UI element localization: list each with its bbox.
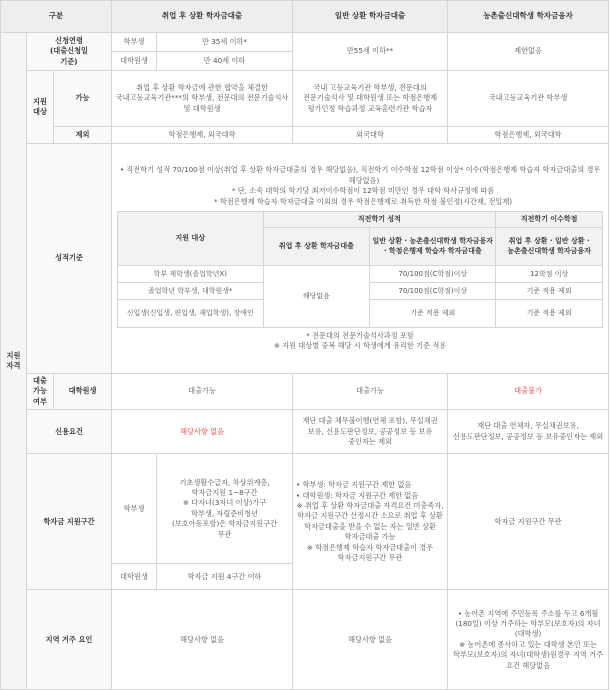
age-col3: 제한없음 [448,33,609,71]
region-label: 지역 거주 요인 [27,590,112,690]
target-exclude-col3: 학점은행제, 외국대학 [448,127,609,144]
criteria-row [1,144,609,374]
criteria-content [112,144,609,374]
age-label: 신청연령 (대출신청일 기준) [27,33,112,71]
period-undergrad-label: 학부생 [112,454,157,564]
period-col3: 학자금 지원구간 무관 [448,454,609,590]
target-possible-col2: 국내 고등교육기관 학부생, 전문대의 전문기술석사 및 대학원생 또는 학점은행제 평가인정 학습과정 교육훈련기관 학습자 [293,71,448,127]
header-col3: 농촌출신대학생 학자금융자 [448,1,609,33]
age-col2: 만55세 이하** [293,33,448,71]
inner-header-col2: 일반 상환 · 농촌출신대학생 학자금융자 · 학점은행제 학습자 학자금대출 [370,227,496,265]
table-row: 신입생(신입생, 편입생, 재입학생), 장애인 기준 적용 제외 기준 적용 제외 [118,299,603,327]
target-possible-col1: 취업 후 상환 학자금에 관한 협약을 체결한 국내고등교육기관***의 학부생, 전문대의 전문기술석사 및 대학원생 [112,71,293,127]
inner-na: 해당없음 [263,265,370,327]
eligibility-label: 지원 자격 [1,33,27,690]
region-row [1,590,609,690]
period-col2: • 학부생: 학자금 지원구간 제한 없음 • 대학원생: 학자금 지원구간 제한 없음 ※ 취업 후 상환 학자금대출 자격요건 미충족자, 학자금 지원구간 산정시간 소요로 취업 후 상환 학자금대출을 받을 수 없는 자는 일반 상환 학자금대출 가능 ※ 학점은행제 학습자 학자금대출이 경우 학자금지원구간 무관 [293,454,448,590]
grad-loan-label: 대출 가능 여부 [27,374,54,410]
grad-loan-sub-label: 대학원생 [54,374,112,410]
period-undergrad-value: 기초생활수급자, 차상위계층, 학자금지원 1~8구간 ※ 다자녀(3자녀 이상)가구 학부생, 자립준비청년 (보호아동포함)은 학자금지원구간 무관 [157,454,293,564]
criteria-note: * 전문대의 전문기술석사과정 포함 [306,330,414,340]
criteria-bullet: • 직전학기 성적 70/100점 이상(취업 후 상환 학자금대출의 경우 해당없음), 직전학기 이수학점 12학점 이상* 이수(학점은행제 학습자 학자금대출의 경우 해당없음) [119,165,601,185]
target-label: 지원 대상 [27,71,54,144]
age-undergrad-value: 만 35세 이하* [157,33,293,52]
target-possible-col3: 국내고등교육기관 학부생 [448,71,609,127]
region-col3: • 농어촌 지역에 주민등록 주소를 두고 6개월(180일) 이상 거주하는 학부모(보호자)의 자녀(대학생) ※ 농어촌에 종사하고 있는 대학생 본인 또는 학부모(보호자)의 자녀(대학생)원경우 지역 거주 요건 해당없음 [448,590,609,690]
criteria-inner-table [117,211,603,328]
grad-loan-row [1,374,609,410]
grad-loan-col1: 대출가능 [112,374,293,410]
header-col2: 일반 상환 학자금대출 [293,1,448,33]
credit-label: 신용요건 [27,410,112,454]
inner-header-col3: 취업 후 상환 · 일반 상환 · 농촌출신대학생 학자금융자 [496,227,603,265]
header-col1: 취업 후 상환 학자금대출 [112,1,293,33]
criteria-bullet: * 학점은행제 학습자 학자금대출 이외의 경우 학점은행제로 취득한 학점 불인정(시간제, 전일제) [213,196,513,206]
table-row: 학부 재학생(졸업학년X) 해당없음 70/100점(C학점)이상 12학점 이상 [118,265,603,282]
target-exclude-label: 제외 [54,127,112,144]
age-grad-label: 대학원생 [112,52,157,71]
age-row-undergrad [1,33,609,52]
target-exclude-col1: 학점은행제, 외국대학 [112,127,293,144]
credit-col3: 재단 대출 연체자, 무실채권보유, 신용도판단정보, 공공정보 등 보유중인자는 제외 [448,410,609,454]
target-exclude-row [1,127,609,144]
period-grad-value: 학자금 지원 4구간 이하 [157,564,293,590]
region-col2: 해당사항 없음 [293,590,448,690]
grad-loan-col3: 대출불가 [448,374,609,410]
age-undergrad-label: 학부생 [112,33,157,52]
inner-header-target: 지원 대상 [118,211,264,265]
inner-header-col1: 취업 후 상환 학자금대출 [263,227,370,265]
period-row-undergrad [1,454,609,564]
criteria-bullet: * 단, 소속 대학의 학기당 최저이수학점이 12학점 미만인 경우 대학 학사규정에 따름 [231,186,495,196]
credit-col2: 재단 대출 채무불이행(연체 포함), 무실채권 보유, 신용도판단정보, 공공정보 등 보유 중인자는 제외 [293,410,448,454]
credit-col1: 해당사항 없음 [112,410,293,454]
table-row: 졸업학년 학부생, 대학원생* 70/100점(C학점)이상 기준 적용 제외 [118,282,603,299]
target-possible-label: 가능 [54,71,112,127]
credit-row [1,410,609,454]
header-row [1,1,609,33]
header-category: 구분 [1,1,112,33]
region-col1: 해당사항 없음 [112,590,293,690]
grad-loan-col2: 대출가능 [293,374,448,410]
period-grad-label: 대학원생 [112,564,157,590]
target-exclude-col2: 외국대학 [293,127,448,144]
period-label: 학자금 지원구간 [27,454,112,590]
criteria-note: ※ 지원 대상별 중복 해당 시 학생에게 유리한 기준 적용 [273,341,447,351]
age-grad-value: 만 40세 이하 [157,52,293,71]
inner-header-grade: 직전학기 성적 [263,211,496,227]
criteria-label: 성적기준 [27,144,112,374]
inner-header-credit: 직전학기 이수학점 [496,211,603,227]
target-possible-row [1,71,609,127]
